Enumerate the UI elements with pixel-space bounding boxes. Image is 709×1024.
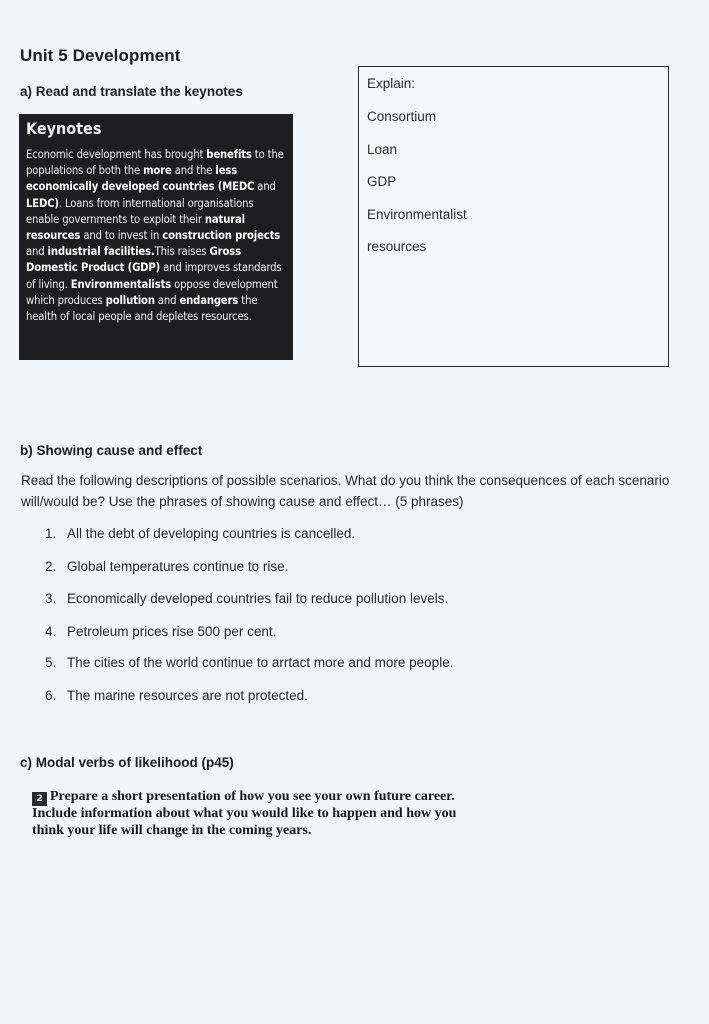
scenario-item [45, 688, 308, 703]
keynote-text-segment: and [254, 180, 276, 194]
explain-item-gdp: GDP [367, 174, 397, 189]
keynote-text-segment: and [154, 293, 180, 307]
keynote-term: construction projects [162, 229, 281, 243]
keynote-term: less economically developed countries (MEDC [26, 164, 255, 194]
keynote-term: LEDC) [26, 196, 59, 210]
keynote-term: Environmentalists [70, 277, 172, 291]
scenario-number: 6. [45, 688, 57, 703]
keynote-term: more [143, 164, 172, 178]
keynote-term: endangers [179, 293, 239, 307]
scenario-number: 1. [45, 526, 57, 541]
keynote-term: benefits [206, 148, 252, 161]
scenario-number: 2. [45, 559, 57, 574]
explain-item-consortium: Consortium [367, 109, 437, 124]
keynote-text-segment: oppose development which produces [26, 277, 278, 307]
scenario-number: 4. [45, 624, 57, 639]
scenario-text: All the debt of developing countries is cancelled. [67, 526, 356, 541]
task-number-icon: 2 [32, 792, 47, 806]
keynote-text-segment: This raises [154, 245, 210, 259]
scenario-number: 3. [45, 591, 57, 606]
keynote-term: natural resources [26, 212, 245, 243]
scenario-item [45, 559, 288, 574]
scenario-text: Economically developed countries fail to reduce pollution levels. [67, 591, 449, 606]
keynote-text-segment: and the [171, 164, 216, 178]
scenario-item [45, 655, 453, 670]
explain-box [358, 66, 669, 367]
section-c-heading: c) Modal verbs of likelihood (p45) [20, 755, 234, 770]
scenario-item [45, 624, 276, 639]
keynote-text-segment: to the populations of both the [26, 148, 284, 178]
keynote-term: industrial facilities. [47, 245, 155, 259]
scenario-number: 5. [45, 655, 57, 670]
section-b-instruction: Read the following descriptions of possible scenarios. What do you think the consequences of each scenario will/would be? Use the phrases of showing cause and effect… (5 phrases) [21, 473, 670, 509]
explain-item-environmentalist: Environmentalist [367, 206, 467, 222]
scenario-text: The cities of the world continue to arrtact more and more people. [67, 655, 454, 670]
keynote-text-segment: and [26, 245, 48, 259]
keynote-text-segment: and to invest in [80, 229, 163, 243]
keynote-text-segment: . Loans from international organisations enable governments to exploit their [26, 196, 254, 226]
keynote-text-segment: the health of local people and depletes resources. [26, 293, 258, 324]
scenario-text: The marine resources are not protected. [67, 688, 308, 703]
scenario-text: Petroleum prices rise 500 per cent. [67, 624, 277, 639]
unit-title: Unit 5 Development [20, 46, 181, 65]
scenario-text: Global temperatures continue to rise. [67, 559, 289, 574]
keynote-term: Gross Domestic Product (GDP) [26, 245, 241, 275]
task-text: Prepare a short presentation of how you see your own future career. Include information about what you would like to happen and how you think your life will change in the coming years. [32, 789, 457, 838]
keynote-term: pollution [105, 293, 155, 307]
explain-item-resources: resources [367, 239, 427, 254]
task-prompt [32, 789, 462, 839]
keynotes-box [19, 114, 293, 360]
keynotes-text [26, 147, 285, 325]
scenario-item [45, 591, 448, 606]
section-a-heading: a) Read and translate the keynotes [20, 84, 243, 99]
keynotes-title: Keynotes [26, 119, 102, 138]
keynote-text-segment: and improves standards of living. [26, 261, 282, 291]
explain-label: Explain: [367, 76, 416, 91]
keynote-text-segment: Economic development has brought [26, 148, 207, 161]
section-b-heading: b) Showing cause and effect [20, 443, 203, 458]
scenario-item [45, 526, 355, 541]
explain-item-loan: Loan [367, 141, 398, 157]
